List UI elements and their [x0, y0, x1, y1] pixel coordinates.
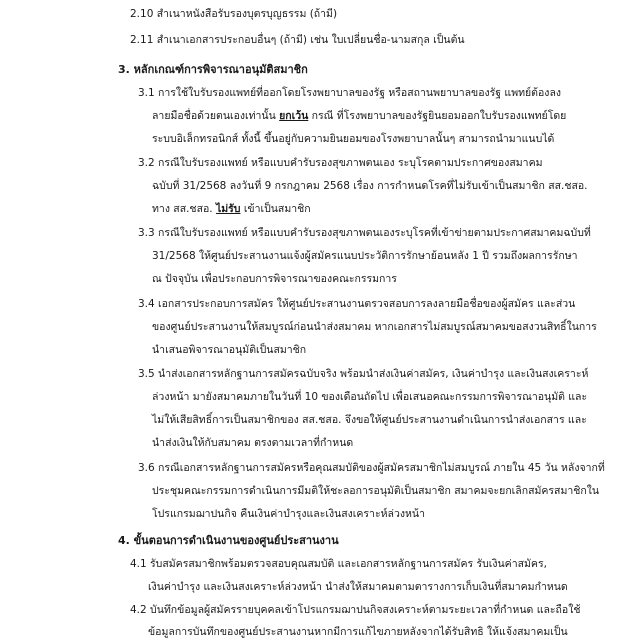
item-3-1-line-2: ลายมือชื่อด้วยตนเองเท่านั้น ยกเว้น กรณี ที่โรงพยาบาลของรัฐยินยอมออกใบรับรองแพทย์โดย [152, 110, 567, 122]
item-4-1-line-1: 4.1 รับสมัครสมาชิกพร้อมตรวจสอบคุณสมบัติ และเอกสารหลักฐานการสมัคร รับเงินค่าสมัคร, [130, 558, 547, 570]
item-4-2-line-1: 4.2 บันทึกข้อมูลผู้สมัครรายบุคคลเข้าโปรแกรมฌาปนกิจสงเคราะห์ตามระยะเวลาที่กำหนด และถือใช้ [130, 604, 581, 616]
item-3-6-line-1: 3.6 กรณีเอกสารหลักฐานการสมัครหรือคุณสมบัติของผู้สมัครสมาชิกไม่สมบูรณ์ ภายใน 45 วัน หลังจากที่ [138, 462, 605, 474]
section-4-heading: 4. ขั้นตอนการดำเนินงานของศูนย์ประสานงาน [118, 534, 339, 547]
item-3-3-line-2: 31/2568 ให้ศูนย์ประสานงานแจ้งผู้สมัครแนบประวัติการรักษาย้อนหลัง 1 ปี รวมถึงผลการรักษา [152, 250, 578, 262]
item-3-4-line-3: นำเสนอพิจารณาอนุมัติเป็นสมาชิก [152, 344, 307, 356]
item-3-4-line-2: ของศูนย์ประสานงานให้สมบูรณ์ก่อนนำส่งสมาคม หากเอกสารไม่สมบูรณ์สมาคมขอสงวนสิทธิ์ในการ [152, 321, 597, 333]
item-number: 2.11 [130, 34, 154, 46]
item-3-1-line-3: ระบบอิเล็กทรอนิกส์ ทั้งนี้ ขึ้นอยู่กับความยินยอมของโรงพยาบาลนั้นๆ สามารถนำมาแนบได้ [152, 133, 555, 145]
item-4-1-line-2: เงินค่าบำรุง และเงินสงเคราะห์ล่วงหน้า นำส่งให้สมาคมตามตารางการเก็บเงินที่สมาคมกำหนด [148, 581, 568, 593]
emphasis-exception: ยกเว้น [279, 110, 309, 122]
item-3-3-line-1: 3.3 กรณีใบรับรองแพทย์ หรือแบบคำรับรองสุขภาพตนเองระบุโรคที่เข้าข่ายตามประกาศสมาคมฉบับที่ [138, 227, 591, 239]
emphasis-not-accepted: ไม่รับ [215, 203, 241, 215]
section-3-heading: 3. หลักเกณฑ์การพิจารณาอนุมัติสมาชิก [118, 63, 308, 76]
item-text: สำเนาเอกสารประกอบอื่นๆ (ถ้ามี) เช่น ใบเปลี่ยนชื่อ-นามสกุล เป็นต้น [156, 34, 465, 46]
item-number: 2.10 [130, 8, 154, 20]
item-text: สำเนาหนังสือรับรองบุตรบุญธรรม (ถ้ามี) [156, 8, 338, 20]
item-2-11 [130, 33, 465, 47]
item-3-2-line-2: ฉบับที่ 31/2568 ลงวันที่ 9 กรกฎาคม 2568 เรื่อง การกำหนดโรคที่ไม่รับเข้าเป็นสมาชิก สส.ชสอ. [152, 180, 588, 192]
item-3-4-line-1: 3.4 เอกสารประกอบการสมัคร ให้ศูนย์ประสานงานตรวจสอบการลงลายมือชื่อของผู้สมัคร และส่วน [138, 298, 576, 310]
item-3-3-line-3: ณ ปัจจุบัน เพื่อประกอบการพิจารณาของคณะกรรมการ [152, 273, 397, 285]
item-3-5-line-4: นำส่งเงินให้กับสมาคม ตรงตามเวลาที่กำหนด [152, 437, 354, 449]
item-2-10 [130, 7, 337, 21]
item-3-5-line-2: ล่วงหน้า มายังสมาคมภายในวันที่ 10 ของเดือนถัดไป เพื่อเสนอคณะกรรมการพิจารณาอนุมัติ และ [152, 391, 588, 403]
item-3-2-line-1: 3.2 กรณีใบรับรองแพทย์ หรือแบบคำรับรองสุขภาพตนเอง ระบุโรคตามประกาศของสมาคม [138, 157, 543, 169]
item-3-1-line-1: 3.1 การใช้ใบรับรองแพทย์ที่ออกโดยโรงพยาบาลของรัฐ หรือสถานพยาบาลของรัฐ แพทย์ต้องลง [138, 87, 561, 99]
item-3-6-line-2: ประชุมคณะกรรมการดำเนินการมีมติให้ชะลอการอนุมัติเป็นสมาชิก สมาคมจะยกเลิกสมัครสมาชิกใน [152, 485, 600, 497]
item-4-2-line-2: ข้อมูลการบันทึกของศูนย์ประสานงานหากมีการแก้ไขภายหลังจากได้รับสิทธิ ให้แจ้งสมาคมเป็น [148, 626, 568, 638]
item-3-5-line-1: 3.5 นำส่งเอกสารหลักฐานการสมัครฉบับจริง พร้อมนำส่งเงินค่าสมัคร, เงินค่าบำรุง และเงินสงเคราะห์ [138, 368, 589, 380]
item-3-2-line-3: ทาง สส.ชสอ. ไม่รับ เข้าเป็นสมาชิก [152, 203, 311, 215]
item-3-6-line-3: โปรแกรมฌาปนกิจ คืนเงินค่าบำรุงและเงินสงเคราะห์ล่วงหน้า [152, 508, 425, 520]
item-3-5-line-3: ไม่ให้เสียสิทธิ์การเป็นสมาชิกของ สส.ชสอ. จึงขอให้ศูนย์ประสานงานดำเนินการนำส่งเอกสาร และ [152, 414, 587, 426]
